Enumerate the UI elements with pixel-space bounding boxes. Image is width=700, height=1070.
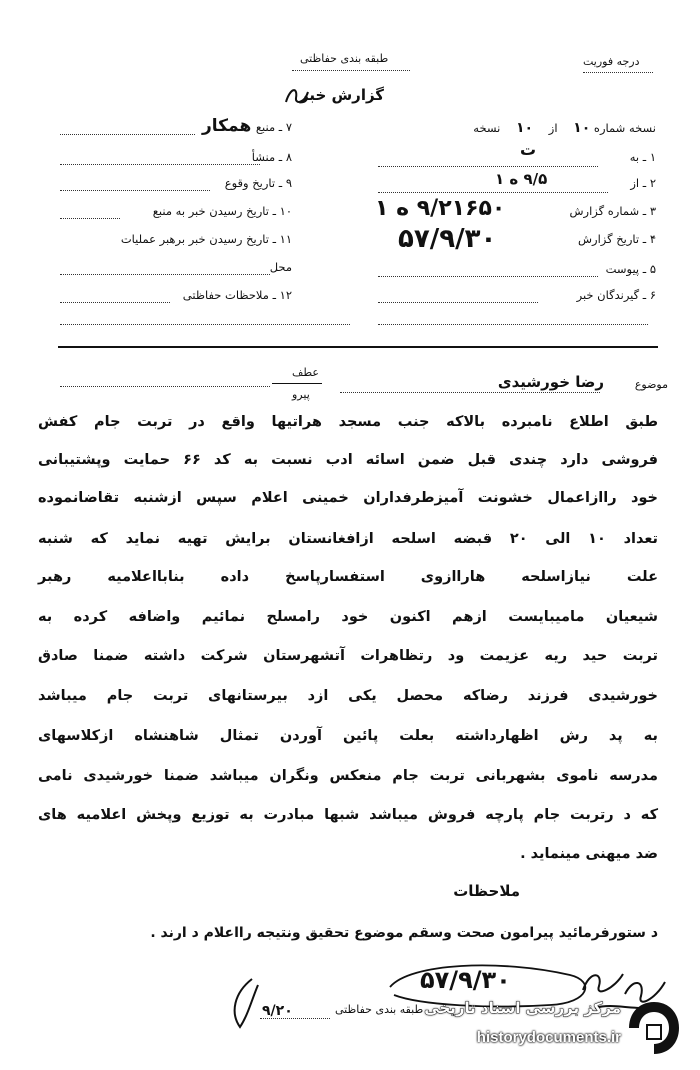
field-receipt-date-label: ۱۰ ـ تاریخ رسیدن خبر به منبع — [152, 204, 292, 218]
field-place-label: محل — [269, 260, 292, 274]
body-line-4: تعداد ۱۰ الی ۲۰ قبضه اسلحه ازافغانستان برایش تهیه نماید که شنبه — [38, 531, 658, 547]
copy-number-row: نسخه شماره ۱۰ از ۱۰ نسخه — [473, 120, 656, 136]
classification-label-bottom: طبقه بندی حفاظتی — [335, 1003, 424, 1016]
field-source-label: ۷ ـ منبع — [255, 120, 292, 134]
field-source-value: همکار — [202, 116, 252, 136]
footer-handwritten-mark: ۹/۲۰ — [262, 1003, 293, 1019]
field-place-blank — [60, 274, 270, 275]
field-security-notes-label: ۱۲ ـ ملاحظات حفاظتی — [182, 288, 292, 302]
classification-label-top: طبقه بندی حفاظتی — [300, 52, 389, 65]
field-to-label: ۱ ـ به — [629, 150, 656, 164]
body-line-11: که د رتربت جام پارچه فروش میباشد شبها مبادرت به توزیع وپخش اعلامیه های — [38, 807, 658, 823]
priority-label: درجه فوریت — [583, 55, 640, 68]
field-security-notes-blank — [60, 302, 170, 303]
field-from-value: ۹/۵ ه ۱ — [495, 170, 548, 188]
field-to-blank — [378, 166, 598, 167]
field-security-notes-blank-2 — [60, 324, 350, 325]
classification-blank-top — [292, 70, 410, 71]
ref-label: عطف — [292, 366, 319, 379]
field-attachment-label: ۵ ـ پیوست — [605, 262, 656, 276]
field-report-no-value: ۹/۲۱۶۵۰ ه ۱ — [375, 196, 506, 221]
body-line-6: شیعیان مامیبایست ازهم اکنون خود رامسلح نمائیم واضافه کرده به — [38, 609, 658, 625]
field-origin-blank — [60, 164, 260, 165]
archive-logo-icon — [627, 999, 681, 1057]
ref-blank — [60, 386, 270, 387]
watermark-text-fa: مرکز بررسی اسناد تاریخی — [424, 999, 621, 1017]
field-from-label: ۲ ـ از — [630, 176, 656, 190]
field-recipients-blank — [378, 302, 538, 303]
field-origin-label: ۸ ـ منشأ — [251, 150, 292, 164]
header-separator — [58, 346, 658, 348]
notes-heading: ملاحظات — [453, 882, 520, 900]
form-title: گزارش خبر — [300, 86, 385, 104]
subject-blank — [340, 392, 600, 393]
field-report-date-label: ۴ ـ تاریخ گزارش — [577, 232, 656, 246]
field-occurrence-date-label: ۹ ـ تاریخ وقوع — [224, 176, 292, 190]
body-line-1: طبق اطلاع نامبرده بالاکه جنب مسجد هراتیها واقع در تربت جام کفش — [38, 414, 658, 430]
body-line-2: فروشی دارد چندی قبل ضمن اسائه ادب نسبت به کد ۶۶ حمایت وپشتیبانی — [38, 452, 658, 468]
body-line-5: علت نیازاسلحه هاراازوی استفسارپاسخ داده بنابااعلامیه رهبر — [38, 569, 658, 585]
watermark-text-en: historydocuments.ir — [476, 1029, 621, 1046]
follow-label: پیرو — [292, 388, 310, 401]
field-occurrence-date-blank — [60, 190, 210, 191]
field-report-date-value: ۵۷/۹/۳۰ — [398, 224, 497, 254]
instruction-line: د ستورفرمائید پیرامون صحت وسقم موضوع تحقیق ونتیجه رااعلام د ارند . — [150, 925, 658, 941]
subject-label: موضوع — [634, 378, 668, 391]
archive-watermark — [410, 995, 685, 1065]
ref-divider — [272, 383, 322, 384]
field-to-value: ت — [520, 140, 537, 159]
body-line-12: ضد میهنی مینماید . — [520, 846, 658, 862]
body-line-10: مدرسه ناموی بشهربانی تربت جام منعکس ونگران میباشد ضمنا خورشیدی نامی — [38, 768, 658, 784]
body-line-9: به پد رش اظهارداشته بعلت پائین آوردن تمثال شاهنشاه ازکلاسهای — [38, 728, 658, 744]
field-ops-date-label: ۱۱ ـ تاریخ رسیدن خبر برهبر عملیات — [120, 232, 292, 246]
body-line-7: تربت حید ریه عزیمت ود رتظاهرات آتشهرستان شرکت داشته ضمنا صادق — [38, 648, 658, 664]
field-report-no-label: ۳ ـ شماره گزارش — [569, 204, 656, 218]
body-line-3: خود راازاعمال خشونت آمیزطرفداران خمینی اعلام سپس ازشنبه تقاضانموده — [38, 490, 658, 506]
body-line-8: خورشیدی فرزند رضاکه محصل یکی ازد بیرستانهای تربت جام میباشد — [38, 688, 658, 704]
field-attachment-blank — [378, 276, 598, 277]
field-recipients-blank-2 — [378, 324, 648, 325]
field-receipt-date-blank — [60, 218, 120, 219]
signature-date: ۵۷/۹/۳۰ — [420, 966, 511, 994]
field-recipients-label: ۶ ـ گیرندگان خبر — [576, 288, 656, 302]
footer-scribble — [222, 975, 267, 1035]
field-source-blank — [60, 134, 195, 135]
field-from-blank — [378, 192, 608, 193]
priority-blank — [583, 72, 653, 73]
subject-value: رضا خورشیدی — [497, 373, 604, 391]
handwritten-scribble-title — [282, 82, 312, 110]
